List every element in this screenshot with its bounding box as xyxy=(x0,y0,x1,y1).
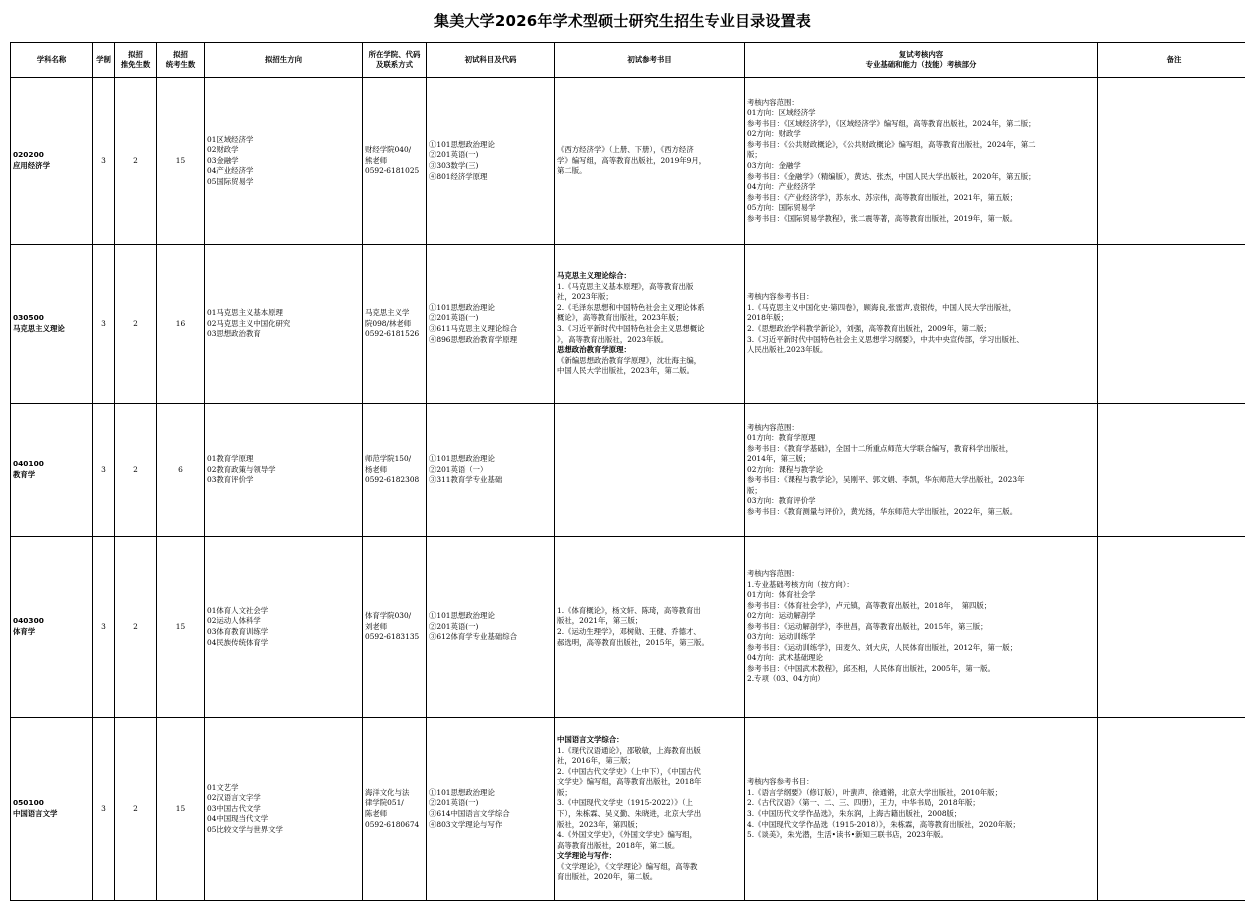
college-contact-line: 律学院051/ xyxy=(365,798,404,808)
book-line: 第二版。 xyxy=(557,166,587,176)
book-line: 》，高等教育出版社，2023年版。 xyxy=(557,334,669,344)
direction-item: 02汉语言文字学 xyxy=(207,793,261,803)
book-line: 2.《毛泽东思想和中国特色社会主义理论体系 xyxy=(557,302,705,312)
header-exempt-line-2: 推免生数 xyxy=(120,60,151,69)
directions-cell xyxy=(205,718,363,901)
subject-name: 马克思主义理论 xyxy=(13,324,65,333)
retest-line: 04方向：武术基础理论 xyxy=(747,653,823,663)
header-exam-line-1: 拟招 xyxy=(173,50,188,60)
subject-code: 030500 xyxy=(13,313,44,323)
retest-line: 2.专项（03、04方向） xyxy=(747,674,825,684)
exam-subject-item: ②201英语(一) xyxy=(429,621,479,631)
direction-item: 04产业经济学 xyxy=(207,166,254,176)
subject-code: 020200 xyxy=(13,150,44,160)
retest-line: 02方向：课程与教学论 xyxy=(747,464,823,474)
direction-item: 03教育评价学 xyxy=(207,475,254,485)
subject-code: 050100 xyxy=(13,798,44,808)
exam-subjects-cell xyxy=(427,718,555,901)
direction-item: 02财政学 xyxy=(207,145,239,155)
retest-line: 04方向：产业经济学 xyxy=(747,182,816,192)
page-title: 集美大学2026年学术型硕士研究生招生专业目录设置表 xyxy=(434,12,811,30)
book-line: 1.《体育概论》，杨文轩、陈琦，高等教育出 xyxy=(557,605,701,615)
direction-item: 02运动人体科学 xyxy=(207,616,261,626)
exempt-count-cell: 2 xyxy=(115,537,157,718)
retest-content-cell xyxy=(745,718,1098,901)
exam-subject-item: ③611马克思主义理论综合 xyxy=(429,324,518,333)
retest-line: 参考书目：《金融学》（精编版），黄达、张杰，中国人民大学出版社，2020年，第五版； xyxy=(747,171,1036,181)
retest-line: 版； xyxy=(747,485,762,495)
exam-count-cell: 6 xyxy=(157,404,205,537)
direction-item: 05国际贸易学 xyxy=(207,176,254,186)
table-row xyxy=(11,537,1245,718)
years-cell: 3 xyxy=(93,78,115,245)
book-line: 社，2023年版； xyxy=(557,292,613,302)
college-contact-line: 师范学院150/ xyxy=(365,454,412,464)
header-subjects: 初试科目及代码 xyxy=(427,43,555,78)
subject-code: 040100 xyxy=(13,459,44,469)
book-line: 版； xyxy=(557,787,572,797)
retest-line: 1.《马克思主义中国化史·第四卷》，顾海良,张雷声,袁银传，中国人民大学出版社， xyxy=(747,302,1017,312)
college-contact-line: 0592-6181526 xyxy=(365,329,420,339)
retest-line: 参考书目：《运动解剖学》，李世昌，高等教育出版社，2015年，第三版； xyxy=(747,621,988,631)
college-contact-line: 0592-6183135 xyxy=(365,632,420,642)
college-contact-line: 马克思主义学 xyxy=(365,308,410,318)
retest-content-cell xyxy=(745,537,1098,718)
college-contact-line: 0592-6181025 xyxy=(365,166,420,176)
direction-item: 04民族传统体育学 xyxy=(207,637,269,647)
exempt-count-cell: 2 xyxy=(115,245,157,404)
retest-line: 03方向：教育评价学 xyxy=(747,496,816,506)
direction-item: 03体育教育训练学 xyxy=(207,627,269,636)
retest-line: 考核内容参考书目： xyxy=(747,292,814,302)
header-subject: 学科名称 xyxy=(11,43,93,78)
notes-cell xyxy=(1098,537,1245,718)
college-contact-cell xyxy=(363,78,427,245)
retest-content-cell xyxy=(745,245,1098,404)
book-line: 版社，2023年，第四版； xyxy=(557,819,643,829)
exam-subjects-cell xyxy=(427,404,555,537)
header-notes: 备注 xyxy=(1098,43,1245,78)
book-line: 3.《中国现代文学史（1915-2022）》（上 xyxy=(557,798,693,808)
exam-subject-item: ②201英语(一) xyxy=(429,798,479,808)
book-line: 《新编思想政治教育学原理》，沈壮海主编， xyxy=(557,355,702,365)
book-line: 1.《马克思主义基本原理》，高等教育出版 xyxy=(557,281,694,291)
subject-name: 教育学 xyxy=(13,470,36,479)
reference-books-cell xyxy=(555,78,745,245)
directions-cell xyxy=(205,537,363,718)
retest-line: 02方向：财政学 xyxy=(747,129,801,139)
book-line: 社，2016年，第三版； xyxy=(557,756,635,766)
table-row xyxy=(11,78,1245,245)
header-exempt-line-1: 拟招 xyxy=(128,50,143,60)
exam-count-cell: 16 xyxy=(157,245,205,404)
retest-line: 2014年，第三版； xyxy=(747,454,811,464)
exam-subject-item: ③614中国语言文学综合 xyxy=(429,809,510,818)
exam-subject-item: ①101思想政治理论 xyxy=(429,139,495,149)
years-cell: 3 xyxy=(93,718,115,901)
book-line: 2.《中国古代文学史》（上中下），《中国古代 xyxy=(557,766,701,776)
direction-item: 01体育人文社会学 xyxy=(207,605,269,615)
subject-cell xyxy=(11,404,93,537)
subject-name: 中国语言文学 xyxy=(13,809,58,818)
direction-item: 01区域经济学 xyxy=(207,134,254,144)
subject-name: 体育学 xyxy=(13,627,36,636)
table-row xyxy=(11,718,1245,901)
retest-line: 01方向：区域经济学 xyxy=(747,108,816,118)
header-college-line-2: 及联系方式 xyxy=(376,60,413,69)
years-cell: 3 xyxy=(93,537,115,718)
subject-cell xyxy=(11,718,93,901)
reference-books-cell xyxy=(555,537,745,718)
retest-line: 4.《中国现代文学作品选（1915-2018）》，朱栋霖，高等教育出版社，2020年版； xyxy=(747,819,1020,829)
college-contact-cell xyxy=(363,537,427,718)
retest-line: 05方向：国际贸易学 xyxy=(747,203,816,213)
exempt-count-cell: 2 xyxy=(115,718,157,901)
retest-line: 参考书目：《国际贸易学教程》，张二震等著，高等教育出版社，2019年，第一版。 xyxy=(747,213,1018,223)
exam-subject-item: ②201英语（一） xyxy=(429,464,488,474)
retest-line: 1.《语言学纲要》（修订版），叶蜚声、徐通锵，北京大学出版社，2010年版； xyxy=(747,787,1002,797)
book-section-heading: 中国语言文学综合： xyxy=(557,735,624,745)
book-line: 下），朱栋霖、吴义勤、朱晓进，北京大学出 xyxy=(557,809,702,818)
reference-books-cell xyxy=(555,718,745,901)
header-row xyxy=(11,43,1245,78)
college-contact-line: 海洋文化与法 xyxy=(365,787,410,797)
retest-line: 参考书目：《教育学基础》，全国十二所重点师范大学联合编写，教育科学出版社， xyxy=(747,443,1014,453)
catalog-table xyxy=(10,42,1245,901)
notes-cell xyxy=(1098,718,1245,901)
book-line: 版社，2021年，第三版； xyxy=(557,616,643,626)
retest-line: 5.《谈美》，朱光潜，生活•读书•新知三联书店，2023年版。 xyxy=(747,830,948,840)
book-section-heading: 马克思主义理论综合： xyxy=(557,271,631,281)
notes-cell xyxy=(1098,245,1245,404)
header-college-line-1: 所在学院、代码 xyxy=(368,50,421,60)
book-line: 高等教育出版社，2018年，第二版。 xyxy=(557,840,680,850)
retest-line: 考核内容范围： xyxy=(747,97,799,107)
exam-count-cell: 15 xyxy=(157,718,205,901)
retest-line: 03方向：运动训练学 xyxy=(747,632,816,642)
retest-line: 3.《中国历代文学作品选》，朱东润，上海古籍出版社，2008版； xyxy=(747,809,962,818)
exam-subjects-cell xyxy=(427,78,555,245)
book-line: 概论》，高等教育出版社，2023年版； xyxy=(557,313,683,323)
header-college xyxy=(363,43,427,78)
book-line: 1.《现代汉语通论》，邵敬敏，上海教育出版 xyxy=(557,745,701,755)
retest-line: 2.《古代汉语》（第一、二、三、四册），王力，中华书局，2018年版； xyxy=(747,798,980,808)
table-body xyxy=(11,78,1245,901)
college-contact-cell xyxy=(363,245,427,404)
exam-subject-item: ①101思想政治理论 xyxy=(429,302,495,312)
exam-subject-item: ②201英语(一) xyxy=(429,150,479,160)
exam-subject-item: ④801经济学原理 xyxy=(429,171,488,181)
table-row xyxy=(11,245,1245,404)
book-line: 3.《习近平新时代中国特色社会主义思想概论 xyxy=(557,324,705,333)
directions-cell xyxy=(205,78,363,245)
header-retest xyxy=(745,43,1098,78)
subject-cell xyxy=(11,78,93,245)
exam-subject-item: ③303数学(三) xyxy=(429,161,479,170)
header-retest-line-1: 复试考核内容 xyxy=(898,50,944,60)
exam-count-cell: 15 xyxy=(157,78,205,245)
directions-cell xyxy=(205,245,363,404)
college-contact-line: 刘老师 xyxy=(365,621,388,631)
college-contact-line: 院098/林老师 xyxy=(365,318,412,328)
retest-line: 参考书目：《教育测量与评价》，黄光扬，华东师范大学出版社，2022年，第三版。 xyxy=(747,506,1018,516)
book-line: 学》编写组，高等教育出版社，2019年9月， xyxy=(557,155,707,165)
direction-item: 05比较文学与世界文学 xyxy=(207,824,283,834)
header-years: 学制 xyxy=(93,43,115,78)
retest-content-cell xyxy=(745,404,1098,537)
exam-subject-item: ①101思想政治理论 xyxy=(429,787,495,797)
college-contact-cell xyxy=(363,404,427,537)
retest-line: 版； xyxy=(747,150,762,160)
header-exam xyxy=(157,43,205,78)
college-contact-line: 财经学院040/ xyxy=(365,145,412,155)
direction-item: 02马克思主义中国化研究 xyxy=(207,318,291,328)
subject-name: 应用经济学 xyxy=(13,161,50,170)
direction-item: 03思想政治教育 xyxy=(207,329,261,339)
direction-item: 01马克思主义基本原理 xyxy=(207,308,283,318)
retest-line: 2.《思想政治学科教学新论》，刘强，高等教育出版社，2009年，第二版； xyxy=(747,324,991,333)
exam-subject-item: ②201英语(一) xyxy=(429,313,479,323)
exempt-count-cell: 2 xyxy=(115,78,157,245)
retest-line: 01方向：教育学原理 xyxy=(747,433,816,443)
book-line: 郝选明，高等教育出版社，2015年，第三版。 xyxy=(557,637,709,647)
header-retest-line-2: 专业基础和能力（技能）考核部分 xyxy=(865,60,977,69)
notes-cell xyxy=(1098,78,1245,245)
book-section-heading: 文学理论与写作： xyxy=(557,851,617,861)
college-contact-line: 杨老师 xyxy=(365,464,388,474)
retest-line: 参考书目：《区域经济学》，《区域经济学》编写组，高等教育出版社，2024年，第二版； xyxy=(747,118,1036,128)
retest-line: 人民出版社,2023年版。 xyxy=(747,345,828,355)
book-line: 中国人民大学出版社，2023年，第二版。 xyxy=(557,366,695,376)
college-contact-line: 0592-6182308 xyxy=(365,475,420,485)
direction-item: 02教育政策与领导学 xyxy=(207,464,276,474)
retest-content-cell xyxy=(745,78,1098,245)
exam-subject-item: ③612体育学专业基础综合 xyxy=(429,632,518,642)
header-exam-line-2: 统考生数 xyxy=(165,60,196,69)
retest-line: 1.专业基础考核方向（按方向）： xyxy=(747,579,854,589)
direction-item: 04中国现当代文学 xyxy=(207,814,269,824)
direction-item: 03金融学 xyxy=(207,155,239,165)
exam-subject-item: ①101思想政治理论 xyxy=(429,611,495,621)
header-books: 初试参考书目 xyxy=(555,43,745,78)
notes-cell xyxy=(1098,404,1245,537)
retest-line: 参考书目：《体育社会学》，卢元镇，高等教育出版社，2018年， 第四版； xyxy=(747,600,992,610)
retest-line: 参考书目：《公共财政概论》，《公共财政概论》编写组，高等教育出版社，2024年，第二 xyxy=(747,139,1036,149)
college-contact-line: 陈老师 xyxy=(365,809,388,818)
header-direction: 拟招生方向 xyxy=(205,43,363,78)
book-line: 育出版社，2020年，第二版。 xyxy=(557,872,658,882)
retest-line: 参考书目：《产业经济学》，苏东水、苏宗伟，高等教育出版社，2021年，第五版； xyxy=(747,192,1018,202)
retest-line: 考核内容参考书目： xyxy=(747,777,814,787)
exam-subject-item: ①101思想政治理论 xyxy=(429,454,495,464)
exam-count-cell: 15 xyxy=(157,537,205,718)
college-contact-cell xyxy=(363,718,427,901)
subject-code: 040300 xyxy=(13,616,44,626)
reference-books-cell xyxy=(555,245,745,404)
book-line: 文学史》编写组，高等教育出版社，2018年 xyxy=(557,777,702,787)
direction-item: 01教育学原理 xyxy=(207,454,254,464)
reference-books-cell xyxy=(555,404,745,537)
retest-line: 2018年版； xyxy=(747,313,788,323)
exam-subject-item: ④803文学理论与写作 xyxy=(429,819,503,829)
table-row xyxy=(11,404,1245,537)
book-line: 4.《外国文学史》，《外国文学史》编写组， xyxy=(557,830,698,840)
book-line: 《文学理论》，《文学理论》编写组，高等教 xyxy=(557,861,698,871)
retest-line: 01方向：体育社会学 xyxy=(747,590,816,600)
retest-line: 考核内容范围： xyxy=(747,569,799,579)
retest-line: 参考书目：《课程与教学论》，吴刚平、郭文娟、李凯，华东师范大学出版社，2023年 xyxy=(747,475,1025,485)
direction-item: 01文艺学 xyxy=(207,782,239,792)
college-contact-line: 0592-6180674 xyxy=(365,819,420,829)
college-contact-line: 熊老师 xyxy=(365,155,388,165)
college-contact-line: 体育学院030/ xyxy=(365,611,412,621)
directions-cell xyxy=(205,404,363,537)
exam-subjects-cell xyxy=(427,245,555,404)
exempt-count-cell: 2 xyxy=(115,404,157,537)
header-exempt xyxy=(115,43,157,78)
exam-subject-item: ④896思想政治教育学原理 xyxy=(429,334,518,344)
subject-cell xyxy=(11,537,93,718)
retest-line: 考核内容范围： xyxy=(747,422,799,432)
retest-line: 3.《习近平新时代中国特色社会主义思想学习纲要》，中共中央宣传部，学习出版社、 xyxy=(747,334,1024,344)
direction-item: 03中国古代文学 xyxy=(207,803,261,813)
retest-line: 参考书目：《中国武术教程》，邱丕相，人民体育出版社，2005年，第一版。 xyxy=(747,663,995,673)
years-cell: 3 xyxy=(93,245,115,404)
book-line: 2.《运动生理学》，邓树勋、王健、乔德才、 xyxy=(557,627,701,636)
retest-line: 参考书目：《运动训练学》，田麦久、刘大庆，人民体育出版社，2012年，第一版； xyxy=(747,642,1018,652)
subject-cell xyxy=(11,245,93,404)
book-section-heading: 思想政治教育学原理： xyxy=(557,345,631,355)
exam-subjects-cell xyxy=(427,537,555,718)
years-cell: 3 xyxy=(93,404,115,537)
retest-line: 02方向：运动解剖学 xyxy=(747,611,816,621)
retest-line: 03方向：金融学 xyxy=(747,161,801,170)
book-line: 《西方经济学》（上册、下册），《西方经济 xyxy=(557,145,694,155)
exam-subject-item: ③311教育学专业基础 xyxy=(429,475,503,485)
